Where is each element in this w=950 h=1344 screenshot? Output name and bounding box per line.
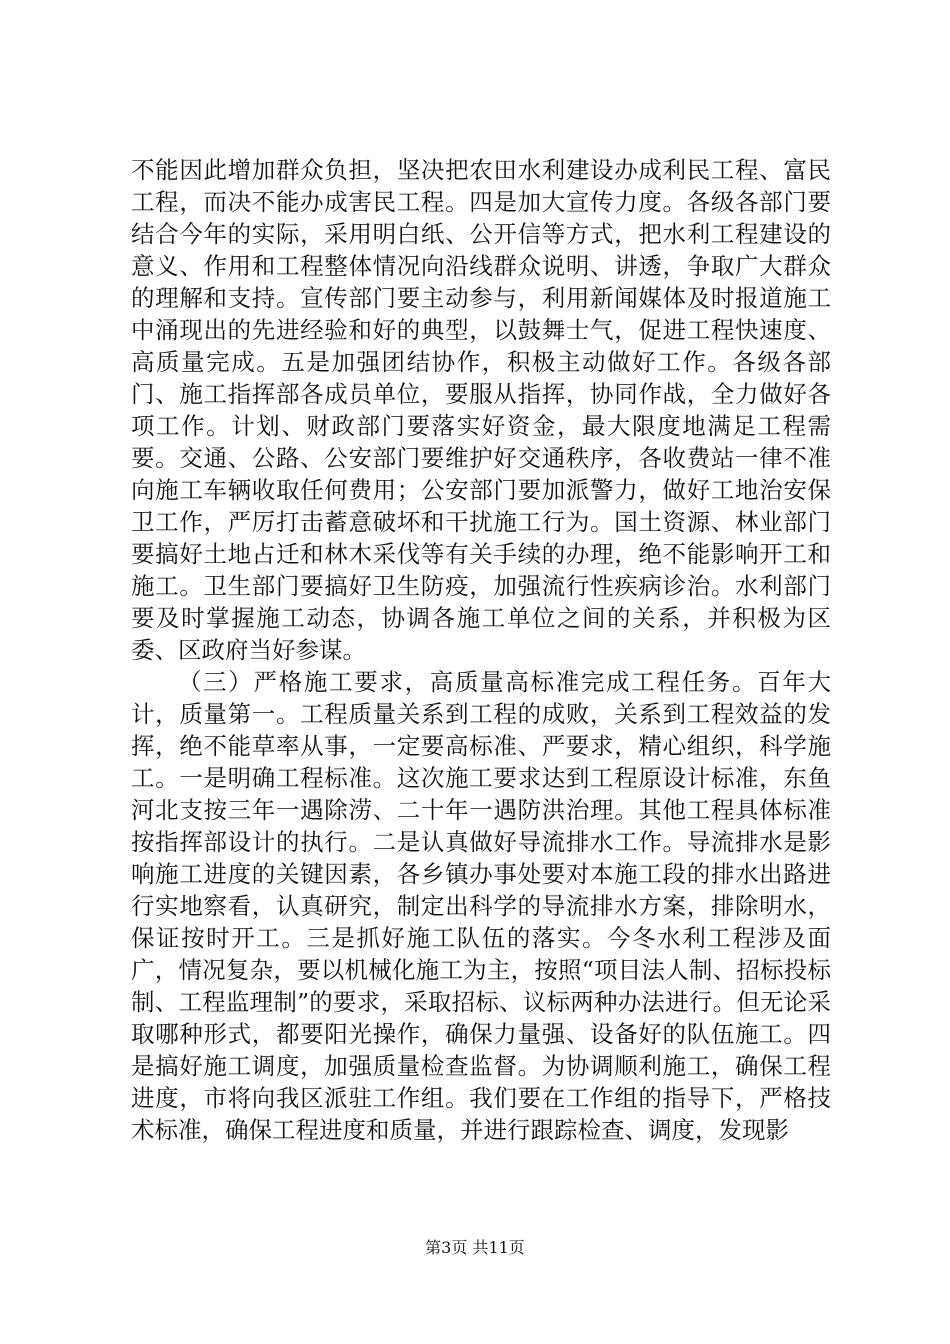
body-text	[131, 154, 831, 1146]
page-footer: 第3页 共11页	[425, 1238, 525, 1257]
paragraph-section-three: （三）严格施工要求，高质量高标准完成工程任务。百年大计，质量第一。工程质量关系到工程的成败，关系到工程效益的发挥，绝不能草率从事，一定要高标准、严要求，精心组织，科学施工。一是明确工程标准。这次施工要求达到工程原设计标准，东鱼河北支按三年一遇除涝、二十年一遇防洪治理。其他工程具体标准按指挥部设计的执行。二是认真做好导流排水工作。导流排水是影响施工进度的关键因素，各乡镇办事处要对本施工段的排水出路进行实地察看，认真研究，制定出科学的导流排水方案，排除明水，保证按时开工。三是抓好施工队伍的落实。今冬水利工程涉及面广，情况复杂，要以机械化施工为主，按照“项目法人制、招标投标制、工程监理制”的要求，采取招标、议标两种办法进行。但无论采取哪种形式，都要阳光操作，确保力量强、设备好的队伍施工。四是搞好施工调度，加强质量检查监督。为协调顺利施工，确保工程进度，市将向我区派驻工作组。我们要在工作组的指导下，严格技术标准，确保工程进度和质量，并进行跟踪检查、调度，发现影	[131, 668, 831, 1144]
paragraph-continued: 不能因此增加群众负担，坚决把农田水利建设办成利民工程、富民工程，而决不能办成害民工程。四是加大宣传力度。各级各部门要结合今年的实际，采用明白纸、公开信等方式，把水利工程建设的意义、作用和工程整体情况向沿线群众说明、讲透，争取广大群众的理解和支持。宣传部门要主动参与，利用新闻媒体及时报道施工中涌现出的先进经验和好的典型，以鼓舞士气，促进工程快速度、高质量完成。五是加强团结协作，积极主动做好工作。各级各部门、施工指挥部各成员单位，要服从指挥，协同作战，全力做好各项工作。计划、财政部门要落实好资金，最大限度地满足工程需要。交通、公路、公安部门要维护好交通秩序，各收费站一律不准向施工车辆收取任何费用；公安部门要加派警力，做好工地治安保卫工作，严厉打击蓄意破坏和干扰施工行为。国土资源、林业部门要搞好土地占迁和林木采伐等有关手续的办理，绝不能影响开工和施工。卫生部门要搞好卫生防疫，加强流行性疾病诊治。水利部门要及时掌握施工动态，协调各施工单位之间的关系，并积极为区委、区政府当好参谋。	[131, 156, 831, 664]
